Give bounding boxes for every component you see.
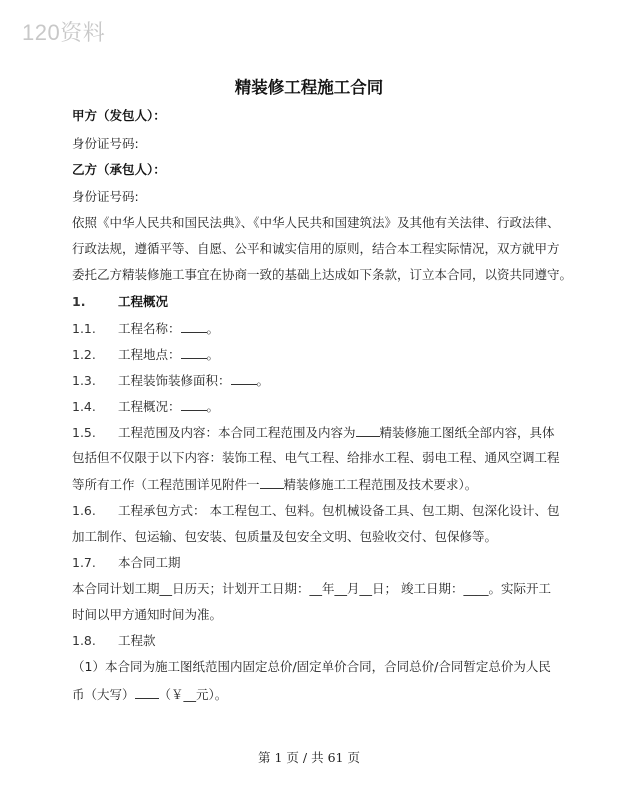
page-footer: 第 1 页 / 共 61 页	[258, 750, 360, 765]
intro-line-2: 行政法规，遵循平等、自愿、公平和诚实信用的原则，结合本工程实际情况，双方就甲方	[72, 241, 560, 256]
blank-field	[181, 346, 207, 359]
party-a-label: 甲方（发包人）：	[72, 108, 166, 123]
item-end: 。	[206, 399, 220, 414]
blank-field	[231, 372, 257, 385]
section-1-heading	[72, 294, 552, 310]
item-1-3	[72, 372, 552, 389]
item-1-6-line-1	[72, 503, 560, 519]
section-1-number: 1.	[72, 294, 86, 309]
item-number: 1.7.	[72, 555, 96, 570]
item-1-7-line-2: 时间以甲方通知时间为准。	[72, 607, 223, 622]
item-number: 1.1.	[72, 321, 96, 336]
item-text: 工程承包方式： 本工程包工、包料。包机械设备工具、包工期、包深化设计、包	[118, 503, 560, 518]
blank-field	[260, 476, 284, 489]
item-1-4	[72, 398, 552, 415]
item-1-5-line-2: 包括但不仅限于以下内容：装饰工程、电气工程、给排水工程、弱电工程、通风空调工程	[72, 450, 560, 465]
intro-line-1: 依照《中华人民共和国民法典》、《中华人民共和国建筑法》及其他有关法律、行政法律、	[72, 215, 560, 230]
contract-title: 精装修工程施工合同	[234, 78, 384, 97]
item-label: 工程名称：	[118, 321, 181, 336]
item-1-8-line-2	[72, 686, 552, 703]
item-text: 币（大写）	[72, 687, 135, 702]
item-1-5-line-1	[72, 424, 555, 441]
item-end: 。	[206, 347, 220, 362]
blank-field	[181, 320, 207, 333]
item-text: 工程范围及内容：本合同工程范围及内容为	[118, 425, 356, 440]
party-b-label: 乙方（承包人）：	[72, 162, 166, 177]
section-1-title: 工程概况	[118, 294, 169, 309]
party-a-id-label: 身份证号码:	[72, 136, 139, 151]
item-label: 工程概况：	[118, 399, 181, 414]
item-1-7-heading	[72, 555, 552, 571]
item-number: 1.3.	[72, 373, 96, 388]
party-b-id-label: 身份证号码:	[72, 189, 139, 204]
blank-field	[135, 686, 159, 699]
item-text: 等所有工作（工程范围详见附件一	[72, 477, 260, 492]
blank-field	[181, 398, 207, 411]
item-label: 工程地点：	[118, 347, 181, 362]
item-title: 工程款	[118, 633, 156, 648]
item-end: 。	[206, 321, 220, 336]
item-label: 工程装饰装修面积：	[118, 373, 231, 388]
item-1-8-line-1: （1）本合同为施工图纸范围内固定总价/固定单价合同，合同总价/合同暂定总价为人民	[72, 659, 551, 674]
item-text: （￥__元）。	[158, 687, 228, 702]
blank-field	[356, 424, 380, 437]
item-1-8-heading	[72, 633, 552, 649]
watermark: 120资料	[22, 20, 106, 45]
item-title: 本合同工期	[118, 555, 181, 570]
item-1-6-line-2: 加工制作、包运输、包安装、包质量及包安全文明、包验收交付、包保修等。	[72, 529, 498, 544]
item-number: 1.6.	[72, 503, 96, 518]
intro-line-3: 委托乙方精装修施工事宜在协商一致的基础上达成如下条款，订立本合同，以资共同遵守。	[72, 267, 573, 282]
item-number: 1.5.	[72, 425, 96, 440]
item-1-1	[72, 320, 552, 337]
item-number: 1.8.	[72, 633, 96, 648]
item-text: 精装修施工工程范围及技术要求）。	[283, 477, 478, 492]
item-text: 精装修施工图纸全部内容，具体	[379, 425, 555, 440]
item-1-5-line-3	[72, 476, 552, 493]
item-number: 1.4.	[72, 399, 96, 414]
item-end: 。	[256, 373, 270, 388]
item-number: 1.2.	[72, 347, 96, 362]
item-1-7-line-1: 本合同计划工期__日历天；计划开工日期：__年__月__日； 竣工日期：____。实际开工	[72, 581, 551, 596]
item-1-2	[72, 346, 552, 363]
